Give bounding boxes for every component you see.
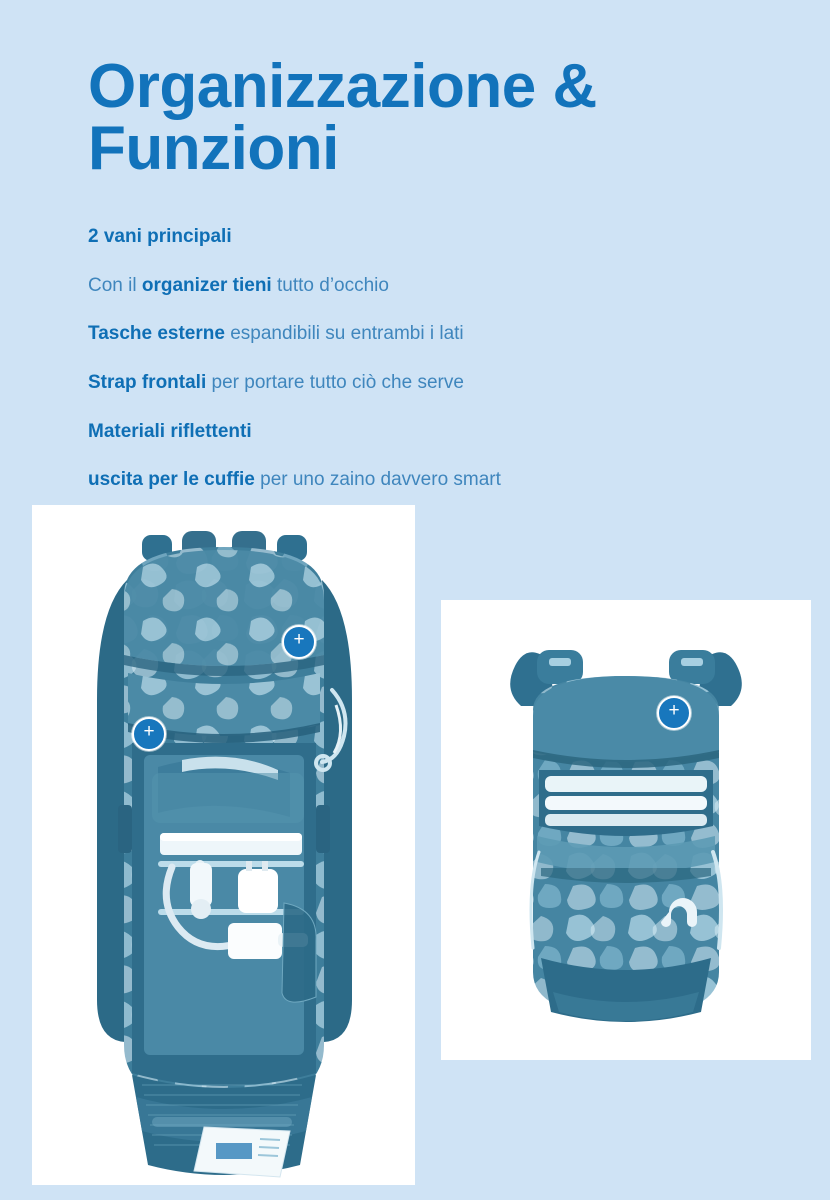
- page-title-line-1: Organizzazione &: [88, 51, 597, 121]
- feature-item-4: [88, 370, 768, 396]
- feature-item-3-normal: espandibili su entrambi i lati: [224, 323, 464, 345]
- hotspot-side-top[interactable]: [657, 696, 691, 730]
- hotspot-main-top[interactable]: [282, 625, 316, 659]
- product-image-side: [441, 600, 811, 1060]
- feature-item-4-bold: Strap frontali: [88, 371, 207, 393]
- page-title: [88, 51, 748, 183]
- hotspot-main-left[interactable]: [132, 717, 166, 751]
- feature-item-3: [88, 321, 768, 347]
- feature-item-2-pre: Con il: [88, 274, 142, 296]
- feature-list: [88, 205, 768, 516]
- feature-item-3-bold: Tasche esterne: [88, 323, 225, 345]
- feature-item-1: [88, 224, 768, 250]
- feature-item-1-bold: 2 vani principali: [88, 226, 232, 247]
- page-title-line-2: Funzioni: [88, 113, 339, 183]
- product-image-main: [32, 505, 415, 1185]
- feature-item-5-bold: Materiali riflettenti: [88, 420, 252, 442]
- backpack-front-illustration: [441, 600, 811, 1060]
- feature-item-4-normal: per portare tutto ciò che serve: [206, 371, 464, 393]
- feature-item-2-normal: tutto d’occhio: [271, 274, 389, 296]
- feature-item-6-bold: uscita per le cuffie: [88, 469, 255, 491]
- feature-item-6-normal: per uno zaino davvero smart: [254, 469, 501, 491]
- feature-item-2-bold: organizer tieni: [141, 274, 272, 296]
- feature-item-2: [88, 273, 768, 299]
- backpack-open-illustration: [32, 505, 415, 1185]
- feature-item-6: [88, 467, 768, 493]
- feature-item-5: [88, 419, 768, 445]
